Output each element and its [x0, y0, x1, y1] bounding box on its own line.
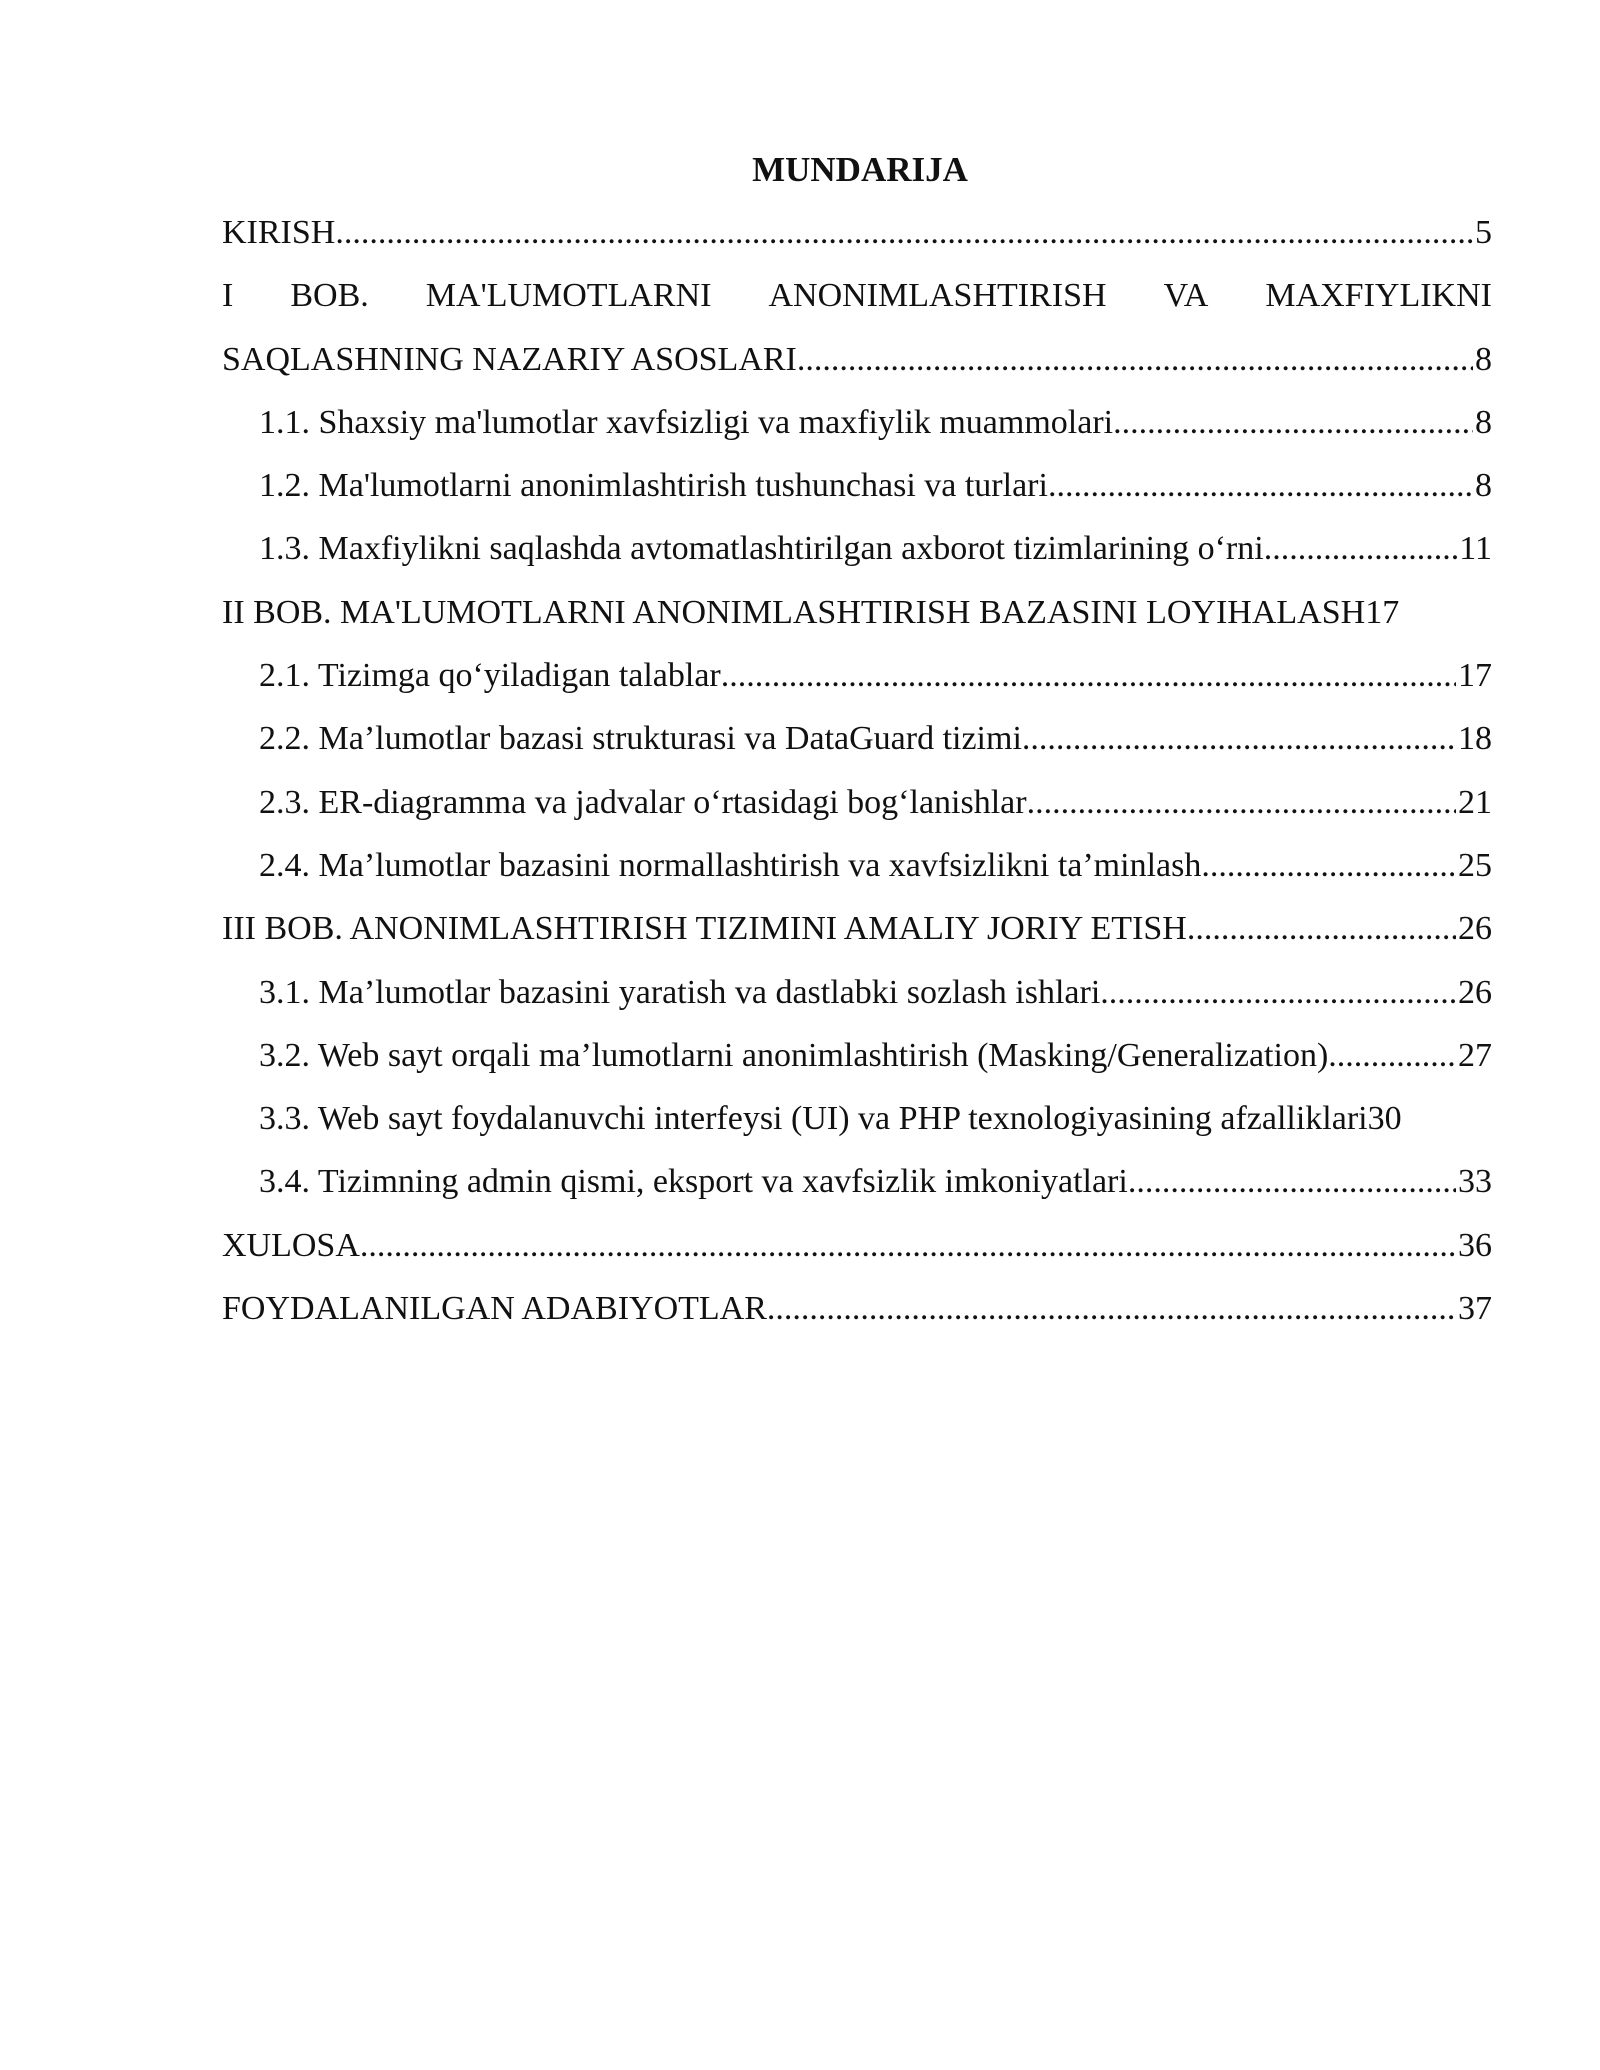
toc-entry-chapter-2[interactable] — [222, 588, 1492, 651]
toc-entry-3-4[interactable] — [222, 1157, 1492, 1220]
toc-entry-text: 3.1. Ma’lumotlar bazasini yaratish va dastlabki sozlash ishlari — [259, 973, 1101, 1011]
toc-entry-kirish[interactable] — [222, 208, 1492, 271]
toc-word: BOB. — [290, 277, 369, 315]
toc-entry-page: 18 — [1458, 720, 1492, 758]
toc-entry-page: 26 — [1458, 973, 1492, 1011]
toc-entry-adabiyotlar[interactable] — [222, 1284, 1492, 1347]
toc-leader-dots — [1048, 461, 1473, 511]
toc-entry-page: 17 — [1365, 593, 1400, 631]
toc-entry-3-2[interactable] — [222, 1031, 1492, 1094]
toc-entry-2-2[interactable] — [222, 714, 1492, 777]
toc-leader-dots — [1027, 778, 1456, 828]
toc-entry-text: 3.4. Tizimning admin qismi, eksport va xavfsizlik imkoniyatlari — [259, 1163, 1128, 1201]
toc-entry-text: II BOB. MA'LUMOTLARNI ANONIMLASHTIRISH BAZASINI LOYIHALASH — [222, 593, 1366, 631]
toc-entry-text: 3.2. Web sayt orqali ma’lumotlarni anonimlashtirish (Masking/Generalization) — [259, 1036, 1329, 1074]
toc-leader-dots — [1100, 968, 1456, 1018]
toc-entry-page: 25 — [1458, 846, 1492, 884]
toc-leader-dots — [1187, 904, 1456, 954]
toc-entry-text: 1.1. Shaxsiy ma'lumotlar xavfsizligi va maxfiylik muammolari — [259, 403, 1114, 441]
toc-entry-page: 17 — [1458, 657, 1492, 695]
toc-leader-dots — [1328, 1031, 1456, 1081]
toc-entry-page: 21 — [1458, 783, 1492, 821]
table-of-contents — [222, 208, 1492, 1347]
toc-entry-page: 26 — [1458, 910, 1492, 948]
toc-entry-2-1[interactable] — [222, 651, 1492, 714]
toc-entry-page: 37 — [1458, 1290, 1492, 1328]
toc-entry-text: SAQLASHNING NAZARIY ASOSLARI — [222, 340, 797, 378]
toc-entry-chapter-1[interactable] — [222, 271, 1492, 398]
toc-entry-xulosa[interactable] — [222, 1221, 1492, 1284]
toc-leader-dots — [1022, 714, 1456, 764]
toc-entry-1-3[interactable] — [222, 524, 1492, 587]
toc-entry-page: 8 — [1475, 467, 1492, 505]
toc-leader-dots — [1113, 398, 1473, 448]
toc-entry-text: 1.3. Maxfiylikni saqlashda avtomatlashtirilgan axborot tizimlarining o‘rni — [259, 530, 1264, 568]
toc-word: VA — [1163, 277, 1209, 315]
toc-entry-1-1[interactable] — [222, 398, 1492, 461]
toc-entry-justified-line — [222, 271, 1492, 334]
toc-entry-text: FOYDALANILGAN ADABIYOTLAR — [222, 1290, 767, 1328]
toc-entry-2-4[interactable] — [222, 841, 1492, 904]
toc-entry-page: 27 — [1458, 1036, 1492, 1074]
toc-entry-2-3[interactable] — [222, 778, 1492, 841]
toc-entry-text: KIRISH — [222, 214, 336, 251]
toc-entry-page: 11 — [1459, 530, 1492, 568]
toc-entry-text: XULOSA — [222, 1226, 360, 1264]
toc-entry-text: 2.1. Tizimga qo‘yiladigan talablar — [259, 657, 721, 695]
toc-entry-1-2[interactable] — [222, 461, 1492, 524]
toc-entry-page: 36 — [1458, 1226, 1492, 1264]
toc-entry-chapter-3[interactable] — [222, 904, 1492, 967]
toc-title: MUNDARIJA — [752, 150, 968, 189]
toc-leader-dots — [335, 208, 1473, 258]
toc-entry-text: 2.2. Ma’lumotlar bazasi strukturasi va DataGuard tizimi — [259, 720, 1022, 758]
toc-entry-continuation — [222, 335, 1492, 398]
toc-entry-text: 2.4. Ma’lumotlar bazasini normallashtirish va xavfsizlikni ta’minlash — [259, 846, 1202, 884]
toc-entry-text: 3.3. Web sayt foydalanuvchi interfeysi (UI) va PHP texnologiyasining afzalliklari — [259, 1100, 1368, 1138]
toc-leader-dots — [1264, 524, 1458, 574]
toc-entry-page: 5 — [1475, 214, 1492, 251]
toc-entry-page: 8 — [1475, 403, 1492, 441]
toc-leader-dots — [721, 651, 1456, 701]
toc-leader-dots — [767, 1284, 1456, 1334]
toc-entry-page: 8 — [1475, 340, 1492, 378]
toc-entry-3-1[interactable] — [222, 968, 1492, 1031]
toc-entry-3-3[interactable] — [222, 1094, 1492, 1157]
toc-leader-dots — [797, 335, 1473, 385]
toc-entry-page: 33 — [1458, 1163, 1492, 1201]
toc-leader-dots — [360, 1221, 1456, 1271]
toc-entry-page: 30 — [1367, 1100, 1402, 1138]
toc-leader-dots — [1128, 1157, 1456, 1207]
toc-entry-text: 1.2. Ma'lumotlarni anonimlashtirish tushunchasi va turlari — [259, 467, 1048, 505]
toc-word: MAXFIYLIKNI — [1265, 277, 1492, 315]
toc-word: I — [222, 277, 234, 315]
toc-entry-text: 2.3. ER-diagramma va jadvalar o‘rtasidagi bog‘lanishlar — [259, 783, 1027, 821]
toc-word: MA'LUMOTLARNI — [425, 277, 712, 315]
toc-leader-dots — [1201, 841, 1456, 891]
toc-word: ANONIMLASHTIRISH — [768, 277, 1107, 315]
toc-entry-text: III BOB. ANONIMLASHTIRISH TIZIMINI AMALIY JORIY ETISH — [222, 910, 1187, 948]
